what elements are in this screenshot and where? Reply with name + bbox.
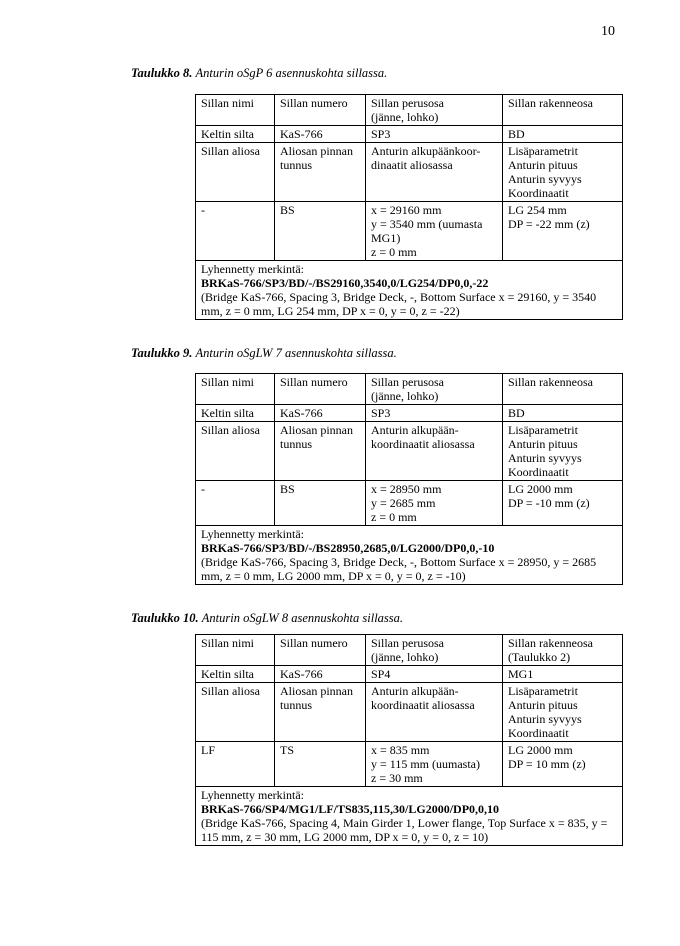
cell-line: Keltin silta bbox=[201, 127, 254, 141]
cell-line: Anturin syvyys bbox=[508, 172, 582, 186]
table-row bbox=[196, 666, 623, 683]
cell-line: y = 115 mm (uumasta) bbox=[371, 757, 480, 771]
table-cell bbox=[366, 202, 503, 261]
short-notation-row bbox=[196, 526, 623, 585]
cell-line: Sillan numero bbox=[280, 636, 348, 650]
cell-line: tunnus bbox=[280, 698, 313, 712]
cell-line: TS bbox=[280, 743, 295, 757]
cell-line: Anturin syvyys bbox=[508, 712, 582, 726]
cell-line: (jänne, lohko) bbox=[371, 389, 439, 403]
table-row bbox=[196, 143, 623, 202]
cell-line: BS bbox=[280, 203, 295, 217]
table-header-row bbox=[196, 374, 623, 405]
table-cell bbox=[503, 683, 623, 742]
table-row bbox=[196, 481, 623, 526]
cell-line: z = 0 mm bbox=[371, 510, 417, 524]
table-cell bbox=[196, 202, 275, 261]
table-cell bbox=[196, 422, 275, 481]
table-cell bbox=[275, 422, 366, 481]
cell-line: Sillan numero bbox=[280, 375, 348, 389]
cell-line: x = 29160 mm bbox=[371, 203, 442, 217]
cell-line: Aliosan pinnan bbox=[280, 144, 353, 158]
table-cell bbox=[275, 405, 366, 422]
table-row bbox=[196, 742, 623, 787]
table-cell bbox=[275, 202, 366, 261]
cell-line: LG 2000 mm bbox=[508, 482, 573, 496]
table-cell bbox=[503, 405, 623, 422]
cell-line: Aliosan pinnan bbox=[280, 423, 353, 437]
cell-line: koordinaatit aliosassa bbox=[371, 437, 475, 451]
cell-line: Anturin pituus bbox=[508, 698, 578, 712]
cell-line: Sillan perusosa bbox=[371, 375, 444, 389]
cell-line: (jänne, lohko) bbox=[371, 650, 439, 664]
cell-line: Sillan aliosa bbox=[201, 423, 260, 437]
cell-line: BD bbox=[508, 406, 525, 420]
table-cell bbox=[366, 481, 503, 526]
table-cell bbox=[503, 422, 623, 481]
cell-line: MG1) bbox=[371, 231, 401, 245]
cell-line: Anturin alkupään- bbox=[371, 423, 459, 437]
cell-line: y = 2685 mm bbox=[371, 496, 436, 510]
short-notation-label: Lyhennetty merkintä: bbox=[201, 262, 304, 276]
table-row bbox=[196, 202, 623, 261]
cell-line: MG1 bbox=[508, 667, 534, 681]
table-cell bbox=[275, 95, 366, 126]
table-cell bbox=[503, 635, 623, 666]
table-caption bbox=[131, 346, 397, 361]
table-cell bbox=[503, 202, 623, 261]
cell-line: DP = 10 mm (z) bbox=[508, 757, 586, 771]
table-cell bbox=[275, 481, 366, 526]
table-cell bbox=[196, 126, 275, 143]
table-cell bbox=[366, 143, 503, 202]
cell-line: tunnus bbox=[280, 158, 313, 172]
cell-line: KaS-766 bbox=[280, 127, 323, 141]
cell-line: DP = -10 mm (z) bbox=[508, 496, 590, 510]
cell-line: Koordinaatit bbox=[508, 186, 569, 200]
table-cell bbox=[366, 635, 503, 666]
table-cell bbox=[275, 143, 366, 202]
short-notation-label: Lyhennetty merkintä: bbox=[201, 788, 304, 802]
cell-line: Sillan rakenneosa bbox=[508, 96, 593, 110]
cell-line: SP4 bbox=[371, 667, 391, 681]
table-caption bbox=[131, 611, 403, 626]
cell-line: Keltin silta bbox=[201, 667, 254, 681]
table-cell bbox=[275, 742, 366, 787]
cell-line: Lisäparametrit bbox=[508, 144, 578, 158]
cell-line: SP3 bbox=[371, 406, 391, 420]
cell-line: SP3 bbox=[371, 127, 391, 141]
short-notation-code: BRKaS-766/SP4/MG1/LF/TS835,115,30/LG2000/DP0,0,10 bbox=[201, 802, 500, 816]
table-cell bbox=[196, 666, 275, 683]
cell-line: Anturin pituus bbox=[508, 437, 578, 451]
cell-line: LG 2000 mm bbox=[508, 743, 573, 757]
cell-line: KaS-766 bbox=[280, 667, 323, 681]
table-header-row bbox=[196, 635, 623, 666]
cell-line: Sillan perusosa bbox=[371, 636, 444, 650]
cell-line: Sillan perusosa bbox=[371, 96, 444, 110]
cell-line: (Taulukko 2) bbox=[508, 650, 571, 664]
table-cell bbox=[503, 374, 623, 405]
cell-line: DP = -22 mm (z) bbox=[508, 217, 590, 231]
cell-line: koordinaatit aliosassa bbox=[371, 698, 475, 712]
table-cell bbox=[196, 481, 275, 526]
table-row bbox=[196, 422, 623, 481]
cell-line: Lisäparametrit bbox=[508, 423, 578, 437]
short-notation-description: (Bridge KaS-766, Spacing 4, Main Girder 1, Lower flange, Top Surface x = 835, y = 115 mm, z = 30 mm, LG 2000 mm, DP x = 0, y = 0, z = 10) bbox=[201, 816, 608, 844]
table-cell bbox=[366, 126, 503, 143]
table-cell bbox=[275, 635, 366, 666]
caption-label: Taulukko 9. bbox=[131, 346, 193, 360]
cell-line: z = 30 mm bbox=[371, 771, 423, 785]
cell-line: x = 835 mm bbox=[371, 743, 430, 757]
cell-line: x = 28950 mm bbox=[371, 482, 442, 496]
cell-line: Anturin syvyys bbox=[508, 451, 582, 465]
short-notation-code: BRKaS-766/SP3/BD/-/BS29160,3540,0/LG254/DP0,0,-22 bbox=[201, 276, 489, 290]
table-caption bbox=[131, 66, 387, 81]
cell-line: Lisäparametrit bbox=[508, 684, 578, 698]
cell-line: Sillan nimi bbox=[201, 96, 255, 110]
table-row bbox=[196, 683, 623, 742]
spec-table bbox=[195, 373, 623, 585]
table-cell bbox=[503, 742, 623, 787]
table-cell bbox=[275, 126, 366, 143]
cell-line: KaS-766 bbox=[280, 406, 323, 420]
cell-line: - bbox=[201, 203, 205, 217]
cell-line: z = 0 mm bbox=[371, 245, 417, 259]
cell-line: Sillan rakenneosa bbox=[508, 636, 593, 650]
table-cell bbox=[503, 666, 623, 683]
short-notation-code: BRKaS-766/SP3/BD/-/BS28950,2685,0/LG2000/DP0,0,-10 bbox=[201, 541, 495, 555]
cell-line: Anturin alkupäänkoor- bbox=[371, 144, 481, 158]
short-notation-cell bbox=[196, 526, 623, 585]
table-row bbox=[196, 405, 623, 422]
cell-line: Sillan aliosa bbox=[201, 144, 260, 158]
short-notation-row bbox=[196, 787, 623, 846]
table-cell bbox=[275, 683, 366, 742]
table-cell bbox=[196, 635, 275, 666]
cell-line: tunnus bbox=[280, 437, 313, 451]
caption-label: Taulukko 10. bbox=[131, 611, 199, 625]
cell-line: LF bbox=[201, 743, 216, 757]
cell-line: LG 254 mm bbox=[508, 203, 567, 217]
table-header-row bbox=[196, 95, 623, 126]
cell-line: BD bbox=[508, 127, 525, 141]
table-cell bbox=[503, 95, 623, 126]
cell-line: Sillan nimi bbox=[201, 636, 255, 650]
short-notation-cell bbox=[196, 787, 623, 846]
cell-line: Sillan aliosa bbox=[201, 684, 260, 698]
cell-line: Sillan numero bbox=[280, 96, 348, 110]
cell-line: Sillan nimi bbox=[201, 375, 255, 389]
table-cell bbox=[275, 374, 366, 405]
short-notation-cell bbox=[196, 261, 623, 320]
table-cell bbox=[196, 95, 275, 126]
table-cell bbox=[366, 405, 503, 422]
table-cell bbox=[503, 143, 623, 202]
caption-text: Anturin oSgP 6 asennuskohta sillassa. bbox=[195, 66, 388, 80]
table-cell bbox=[366, 95, 503, 126]
cell-line: Koordinaatit bbox=[508, 465, 569, 479]
table-cell bbox=[503, 481, 623, 526]
cell-line: Koordinaatit bbox=[508, 726, 569, 740]
caption-text: Anturin oSgLW 7 asennuskohta sillassa. bbox=[195, 346, 397, 360]
table-cell bbox=[196, 742, 275, 787]
table-cell bbox=[196, 683, 275, 742]
table-cell bbox=[366, 422, 503, 481]
table-cell bbox=[196, 405, 275, 422]
short-notation-description: (Bridge KaS-766, Spacing 3, Bridge Deck, -, Bottom Surface x = 28950, y = 2685 mm, z = 0 mm, LG 2000 mm, DP x = 0, y = 0, z = -10) bbox=[201, 555, 597, 583]
spec-table bbox=[195, 634, 623, 846]
short-notation-label: Lyhennetty merkintä: bbox=[201, 527, 304, 541]
table-cell bbox=[366, 666, 503, 683]
table-row bbox=[196, 126, 623, 143]
cell-line: (jänne, lohko) bbox=[371, 110, 439, 124]
cell-line: Aliosan pinnan bbox=[280, 684, 353, 698]
cell-line: Anturin pituus bbox=[508, 158, 578, 172]
cell-line: BS bbox=[280, 482, 295, 496]
cell-line: Keltin silta bbox=[201, 406, 254, 420]
table-cell bbox=[275, 666, 366, 683]
caption-text: Anturin oSgLW 8 asennuskohta sillassa. bbox=[201, 611, 404, 625]
cell-line: Anturin alkupään- bbox=[371, 684, 459, 698]
spec-table bbox=[195, 94, 623, 320]
table-cell bbox=[196, 374, 275, 405]
table-cell bbox=[196, 143, 275, 202]
table-cell bbox=[503, 126, 623, 143]
caption-label: Taulukko 8. bbox=[131, 66, 193, 80]
short-notation-row bbox=[196, 261, 623, 320]
cell-line: - bbox=[201, 482, 205, 496]
short-notation-description: (Bridge KaS-766, Spacing 3, Bridge Deck, -, Bottom Surface x = 29160, y = 3540 mm, z = 0 mm, LG 254 mm, DP x = 0, y = 0, z = -22) bbox=[201, 290, 597, 318]
cell-line: y = 3540 mm (uumasta bbox=[371, 217, 483, 231]
table-cell bbox=[366, 742, 503, 787]
cell-line: Sillan rakenneosa bbox=[508, 375, 593, 389]
page-number: 10 bbox=[601, 24, 615, 39]
table-cell bbox=[366, 374, 503, 405]
table-cell bbox=[366, 683, 503, 742]
cell-line: dinaatit aliosassa bbox=[371, 158, 453, 172]
